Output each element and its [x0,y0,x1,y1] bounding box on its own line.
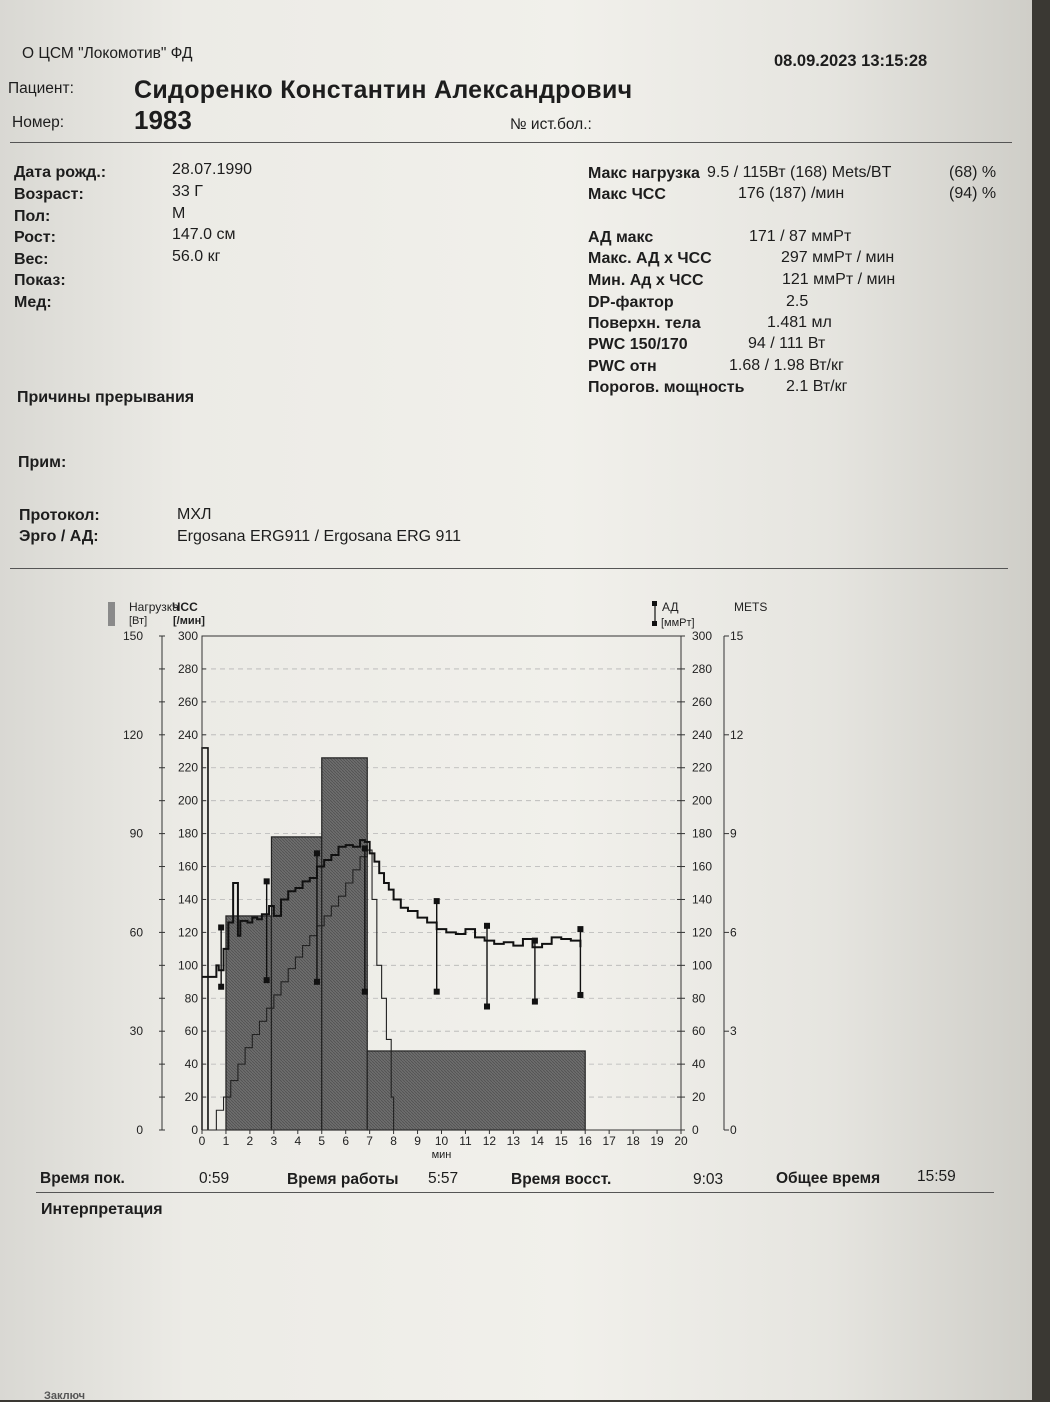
result-label: PWC 150/170 [588,336,688,353]
patient-info-value: 28.07.1990 [172,161,253,178]
divider [10,142,1012,143]
result-percent: (68) % [949,164,997,181]
ergo-value: Ergosana ERG911 / Ergosana ERG 911 [177,528,462,545]
result-label: PWC отн [588,358,657,375]
hr-tick-label: 0 [191,1123,198,1137]
bp-systolic-point [264,878,270,884]
load-axis-unit: [Вт] [129,615,148,627]
patient-number: 1983 [134,105,192,135]
x-axis-label: мин [431,1149,452,1161]
x-tick-label: 12 [482,1134,497,1148]
bp-diastolic-point [264,977,270,983]
hr-tick-label: 40 [184,1057,198,1072]
result-value: 176 (187) /мин [738,185,845,202]
bp-systolic-point [532,938,538,944]
bp-systolic-point [577,926,583,932]
x-tick-label: 16 [578,1134,592,1148]
work-time-label: Время работы [287,1171,399,1188]
protocol-value: МХЛ [177,506,212,523]
number-label: Номер: [12,114,65,131]
bp-tick-label: 240 [692,727,713,742]
divider [10,568,1008,569]
bp-tick-label: 280 [692,661,713,676]
patient-info-label: Показ: [14,272,66,289]
result-value: 2.5 [786,293,809,310]
protocol-label: Протокол: [19,507,100,524]
rest-time-value: 0:59 [199,1170,230,1187]
x-tick-label: 2 [246,1134,254,1148]
x-tick-label: 19 [650,1134,664,1148]
patient-info-value: 33 Г [172,183,203,200]
x-tick-label: 13 [506,1134,521,1148]
patient-info-value: 56.0 кг [172,248,221,265]
institution-name: O ЦСМ "Локомотив" ФД [22,45,193,62]
bp-systolic-point [484,923,490,929]
x-tick-label: 8 [390,1134,397,1148]
load-bar [367,1051,585,1130]
x-tick-label: 1 [222,1134,230,1148]
result-value: 1.481 мл [767,314,832,331]
hr-tick-label: 100 [177,958,198,973]
mets-axis-title: METS [734,600,768,614]
load-tick-label: 90 [129,826,143,841]
x-tick-label: 9 [414,1134,421,1148]
bp-tick-label: 180 [692,826,713,841]
bp-diastolic-point [532,999,538,1005]
recovery-time-label: Время восст. [511,1171,612,1188]
patient-info-value: М [172,205,186,222]
patient-info-label: Мед: [14,294,52,311]
mets-tick-label: 3 [730,1024,737,1039]
divider [36,1192,994,1193]
result-label: Макс ЧСС [588,186,666,203]
x-tick-label: 15 [554,1134,568,1148]
bp-tick-label: 300 [692,629,713,643]
mets-tick-label: 12 [730,727,744,742]
load-tick-label: 150 [122,629,143,643]
bp-tick-label: 20 [692,1090,706,1105]
bp-legend-point [652,621,657,626]
mets-tick-label: 0 [730,1123,737,1137]
load-tick-label: 60 [129,925,143,940]
patient-info-value: 147.0 см [172,226,236,243]
hr-tick-label: 300 [177,629,198,643]
bp-tick-label: 200 [692,793,713,808]
bp-legend-point [652,601,657,606]
result-value: 1.68 / 1.98 Вт/кг [729,357,844,374]
result-label: Макс нагрузка [588,165,700,182]
total-time-label: Общее время [776,1170,881,1187]
bp-systolic-point [434,898,440,904]
load-tick-label: 30 [129,1024,143,1039]
result-label: АД макс [588,229,654,246]
bp-tick-label: 60 [692,1024,706,1039]
result-value: 2.1 Вт/кг [786,378,848,395]
bp-systolic-point [218,924,224,930]
bp-diastolic-point [218,984,224,990]
load-bar [226,916,272,1130]
history-number-label: № ист.бол.: [510,116,592,133]
result-label: Мин. Ад х ЧСС [588,272,704,289]
patient-info-label: Возраст: [14,186,84,203]
hr-tick-label: 280 [177,661,198,676]
load-tick-label: 0 [136,1123,143,1137]
x-tick-label: 4 [294,1134,302,1148]
x-tick-label: 10 [434,1134,449,1148]
x-tick-label: 3 [270,1134,278,1148]
bp-tick-label: 80 [692,991,706,1006]
patient-info-label: Пол: [14,208,51,225]
result-label: Поверхн. тела [588,315,701,332]
hr-tick-label: 260 [177,694,198,709]
bp-systolic-point [314,850,320,856]
bp-axis-unit: [ммРт] [661,617,695,629]
x-tick-label: 0 [198,1134,206,1148]
bp-diastolic-point [434,989,440,995]
report-datetime: 08.09.2023 13:15:28 [774,52,928,70]
result-value: 94 / 111 Вт [748,335,826,352]
hr-axis-title: ЧСС [172,600,198,614]
x-tick-label: 7 [366,1134,373,1148]
result-value: 9.5 / 115Вт (168) Mets/BT [707,164,892,181]
bp-tick-label: 140 [692,892,713,907]
x-tick-label: 6 [342,1134,350,1148]
result-label: Порогов. мощность [588,379,745,396]
interpretation-label: Интерпретация [41,1201,163,1218]
x-tick-label: 14 [530,1134,544,1148]
x-tick-label: 20 [674,1134,688,1148]
patient-info-label: Рост: [14,229,56,246]
result-label: Макс. АД х ЧСС [588,250,712,267]
exercise-test-chart [0,590,1050,1190]
load-bar [322,758,368,1130]
rest-time-label: Время пок. [40,1170,125,1187]
bp-tick-label: 40 [692,1057,706,1072]
hr-tick-label: 120 [177,925,198,940]
result-value: 121 ммРт / мин [782,271,896,288]
termination-reasons-label: Причины прерывания [17,389,195,406]
result-value: 297 ммРт / мин [781,249,895,266]
bp-tick-label: 120 [692,925,713,940]
bp-axis-title: АД [662,600,679,614]
ergo-label: Эрго / АД: [19,528,99,545]
hr-tick-label: 180 [177,826,198,841]
total-time-value: 15:59 [917,1168,956,1185]
patient-label: Пациент: [8,80,74,97]
work-time-value: 5:57 [428,1170,459,1187]
result-label: DP-фактор [588,294,674,311]
bp-diastolic-point [314,979,320,985]
hr-axis-unit: [/мин] [173,615,205,627]
mets-tick-label: 15 [730,629,744,643]
result-value: 171 / 87 ммРт [749,228,852,245]
hr-tick-label: 80 [184,991,198,1006]
bp-tick-label: 100 [692,958,713,973]
load-marker [202,748,208,1130]
conclusion-fragment: Заключ [44,1390,85,1402]
hr-tick-label: 140 [177,892,198,907]
bp-tick-label: 0 [692,1123,699,1137]
bp-systolic-point [362,845,368,851]
hr-tick-label: 60 [184,1024,198,1039]
bp-diastolic-point [577,992,583,998]
hr-tick-label: 240 [177,727,198,742]
bp-diastolic-point [484,1004,490,1010]
hr-tick-label: 20 [184,1090,198,1105]
hr-tick-label: 160 [177,859,198,874]
hr-tick-label: 200 [177,793,198,808]
x-tick-label: 17 [602,1134,616,1148]
mets-tick-label: 9 [730,826,737,841]
recovery-time-value: 9:03 [693,1171,724,1188]
x-tick-label: 5 [318,1134,326,1148]
load-legend-swatch [108,602,115,626]
bp-tick-label: 260 [692,694,713,709]
patient-info-label: Вес: [14,251,49,268]
mets-tick-label: 6 [730,925,737,940]
result-percent: (94) % [949,185,997,202]
bp-tick-label: 220 [692,760,713,775]
hr-tick-label: 220 [177,760,198,775]
note-label: Прим: [18,454,67,471]
load-axis-title: Нагрузка [129,600,179,614]
bp-diastolic-point [362,989,368,995]
load-tick-label: 120 [122,727,143,742]
bp-tick-label: 160 [692,859,713,874]
patient-name: Сидоренко Константин Александрович [134,76,633,104]
patient-info-label: Дата рожд.: [14,164,107,181]
x-tick-label: 18 [626,1134,640,1148]
x-tick-label: 11 [459,1134,472,1148]
